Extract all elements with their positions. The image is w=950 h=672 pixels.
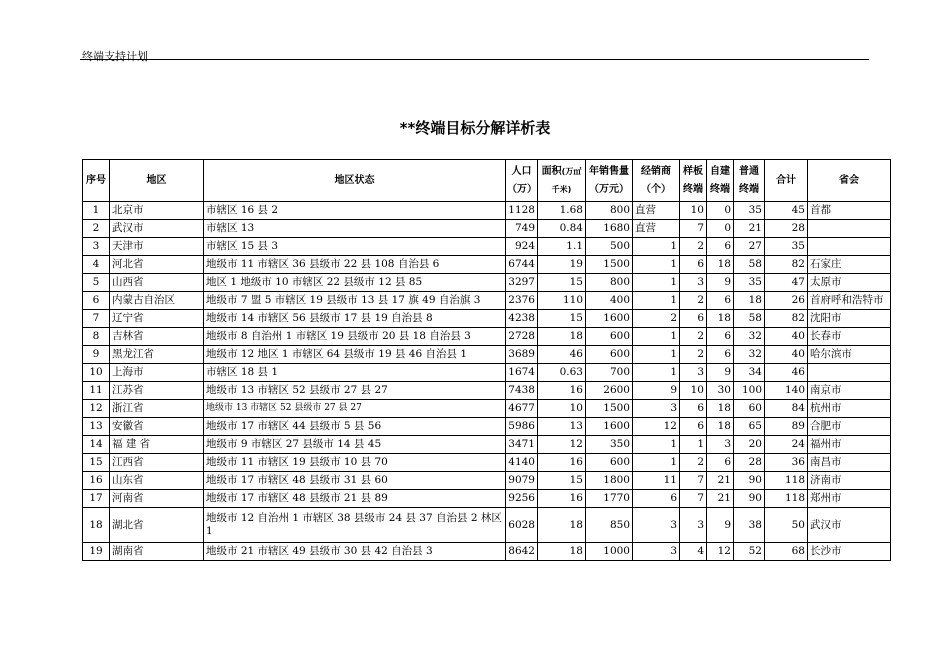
cell-seq: 1 bbox=[83, 202, 110, 220]
col-capital: 省会 bbox=[808, 160, 891, 202]
cell-annual-sales: 2600 bbox=[586, 382, 633, 400]
cell-self-built-terminals: 18 bbox=[707, 256, 734, 274]
cell-annual-sales: 600 bbox=[586, 346, 633, 364]
cell-region: 安徽省 bbox=[110, 418, 204, 436]
cell-normal-terminals: 90 bbox=[734, 490, 765, 508]
cell-dealers: 9 bbox=[633, 382, 680, 400]
cell-area: 46 bbox=[538, 346, 586, 364]
cell-annual-sales: 800 bbox=[586, 274, 633, 292]
cell-population: 3297 bbox=[506, 274, 538, 292]
cell-total: 118 bbox=[765, 490, 808, 508]
cell-capital bbox=[808, 238, 891, 256]
cell-seq: 6 bbox=[83, 292, 110, 310]
cell-dealers: 3 bbox=[633, 543, 680, 561]
cell-status: 市辖区 13 bbox=[204, 220, 506, 238]
cell-sample-terminals: 10 bbox=[680, 382, 707, 400]
cell-region: 湖南省 bbox=[110, 543, 204, 561]
cell-seq: 4 bbox=[83, 256, 110, 274]
cell-normal-terminals: 100 bbox=[734, 382, 765, 400]
cell-area: 0.84 bbox=[538, 220, 586, 238]
cell-population: 2728 bbox=[506, 328, 538, 346]
cell-population: 4238 bbox=[506, 310, 538, 328]
cell-total: 89 bbox=[765, 418, 808, 436]
cell-total: 26 bbox=[765, 292, 808, 310]
cell-capital: 长沙市 bbox=[808, 543, 891, 561]
cell-dealers: 1 bbox=[633, 454, 680, 472]
cell-dealers: 直营 bbox=[633, 202, 680, 220]
cell-region: 内蒙古自治区 bbox=[110, 292, 204, 310]
table-row bbox=[83, 310, 891, 328]
cell-dealers: 直营 bbox=[633, 220, 680, 238]
col-area: 面积(万㎡ 千米) bbox=[538, 160, 586, 202]
cell-annual-sales: 600 bbox=[586, 454, 633, 472]
cell-status: 地级市 17 市辖区 44 县级市 5 县 56 bbox=[204, 418, 506, 436]
cell-capital: 武汉市 bbox=[808, 508, 891, 543]
cell-capital: 首府呼和浩特市 bbox=[808, 292, 891, 310]
cell-area: 16 bbox=[538, 490, 586, 508]
cell-capital: 太原市 bbox=[808, 274, 891, 292]
cell-region: 山西省 bbox=[110, 274, 204, 292]
cell-seq: 5 bbox=[83, 274, 110, 292]
cell-status: 地区 1 地级市 10 市辖区 22 县级市 12 县 85 bbox=[204, 274, 506, 292]
col-annual-sales: 年销售量 （万元） bbox=[586, 160, 633, 202]
table-row bbox=[83, 454, 891, 472]
table-row bbox=[83, 436, 891, 454]
cell-sample-terminals: 2 bbox=[680, 238, 707, 256]
cell-annual-sales: 1800 bbox=[586, 472, 633, 490]
cell-status: 地级市 11 市辖区 36 县级市 22 县 108 自治县 6 bbox=[204, 256, 506, 274]
cell-annual-sales: 1680 bbox=[586, 220, 633, 238]
cell-population: 3471 bbox=[506, 436, 538, 454]
table-row bbox=[83, 292, 891, 310]
cell-annual-sales: 400 bbox=[586, 292, 633, 310]
table-row bbox=[83, 274, 891, 292]
cell-annual-sales: 850 bbox=[586, 508, 633, 543]
cell-region: 上海市 bbox=[110, 364, 204, 382]
cell-total: 140 bbox=[765, 382, 808, 400]
cell-sample-terminals: 10 bbox=[680, 202, 707, 220]
cell-self-built-terminals: 9 bbox=[707, 508, 734, 543]
page-header-text: 终端支持计划 bbox=[82, 50, 148, 63]
cell-region: 山东省 bbox=[110, 472, 204, 490]
cell-total: 82 bbox=[765, 310, 808, 328]
cell-self-built-terminals: 9 bbox=[707, 364, 734, 382]
cell-area: 18 bbox=[538, 328, 586, 346]
cell-annual-sales: 350 bbox=[586, 436, 633, 454]
cell-sample-terminals: 2 bbox=[680, 328, 707, 346]
table-row bbox=[83, 543, 891, 561]
cell-self-built-terminals: 9 bbox=[707, 274, 734, 292]
cell-area: 0.63 bbox=[538, 364, 586, 382]
cell-region: 黑龙江省 bbox=[110, 346, 204, 364]
cell-total: 28 bbox=[765, 220, 808, 238]
cell-region: 江西省 bbox=[110, 454, 204, 472]
cell-capital bbox=[808, 364, 891, 382]
cell-capital: 石家庄 bbox=[808, 256, 891, 274]
cell-seq: 13 bbox=[83, 418, 110, 436]
cell-annual-sales: 1600 bbox=[586, 418, 633, 436]
cell-area: 110 bbox=[538, 292, 586, 310]
cell-capital: 郑州市 bbox=[808, 490, 891, 508]
cell-normal-terminals: 90 bbox=[734, 472, 765, 490]
cell-normal-terminals: 35 bbox=[734, 202, 765, 220]
cell-total: 24 bbox=[765, 436, 808, 454]
cell-dealers: 3 bbox=[633, 508, 680, 543]
cell-self-built-terminals: 3 bbox=[707, 436, 734, 454]
cell-population: 9079 bbox=[506, 472, 538, 490]
cell-area: 19 bbox=[538, 256, 586, 274]
col-total: 合计 bbox=[765, 160, 808, 202]
cell-dealers: 1 bbox=[633, 436, 680, 454]
cell-population: 924 bbox=[506, 238, 538, 256]
cell-normal-terminals: 32 bbox=[734, 346, 765, 364]
cell-status: 地级市 17 市辖区 48 县级市 31 县 60 bbox=[204, 472, 506, 490]
cell-dealers: 2 bbox=[633, 310, 680, 328]
cell-self-built-terminals: 6 bbox=[707, 238, 734, 256]
table-row bbox=[83, 364, 891, 382]
table-row bbox=[83, 202, 891, 220]
cell-capital: 首都 bbox=[808, 202, 891, 220]
cell-population: 8642 bbox=[506, 543, 538, 561]
cell-seq: 2 bbox=[83, 220, 110, 238]
cell-dealers: 3 bbox=[633, 400, 680, 418]
cell-sample-terminals: 6 bbox=[680, 418, 707, 436]
cell-seq: 15 bbox=[83, 454, 110, 472]
cell-population: 6744 bbox=[506, 256, 538, 274]
table-row bbox=[83, 400, 891, 418]
cell-capital: 合肥市 bbox=[808, 418, 891, 436]
col-region: 地区 bbox=[110, 160, 204, 202]
cell-self-built-terminals: 6 bbox=[707, 328, 734, 346]
cell-normal-terminals: 52 bbox=[734, 543, 765, 561]
cell-capital: 哈尔滨市 bbox=[808, 346, 891, 364]
cell-sample-terminals: 6 bbox=[680, 400, 707, 418]
cell-population: 9256 bbox=[506, 490, 538, 508]
col-status: 地区状态 bbox=[204, 160, 506, 202]
cell-self-built-terminals: 21 bbox=[707, 490, 734, 508]
cell-population: 7438 bbox=[506, 382, 538, 400]
table-header-row bbox=[83, 160, 891, 202]
cell-sample-terminals: 3 bbox=[680, 274, 707, 292]
cell-normal-terminals: 21 bbox=[734, 220, 765, 238]
col-normal-terminals: 普通 终端 bbox=[734, 160, 765, 202]
cell-area: 15 bbox=[538, 472, 586, 490]
cell-status: 市辖区 16 县 2 bbox=[204, 202, 506, 220]
cell-region: 吉林省 bbox=[110, 328, 204, 346]
cell-sample-terminals: 7 bbox=[680, 472, 707, 490]
cell-seq: 8 bbox=[83, 328, 110, 346]
cell-self-built-terminals: 18 bbox=[707, 310, 734, 328]
cell-population: 6028 bbox=[506, 508, 538, 543]
cell-self-built-terminals: 6 bbox=[707, 292, 734, 310]
col-population: 人口 （万） bbox=[506, 160, 538, 202]
cell-area: 16 bbox=[538, 382, 586, 400]
cell-dealers: 12 bbox=[633, 418, 680, 436]
cell-capital: 杭州市 bbox=[808, 400, 891, 418]
cell-capital: 南京市 bbox=[808, 382, 891, 400]
cell-self-built-terminals: 6 bbox=[707, 346, 734, 364]
cell-sample-terminals: 7 bbox=[680, 220, 707, 238]
table-row bbox=[83, 418, 891, 436]
cell-self-built-terminals: 6 bbox=[707, 454, 734, 472]
cell-area: 13 bbox=[538, 418, 586, 436]
cell-dealers: 1 bbox=[633, 328, 680, 346]
cell-status: 地级市 13 市辖区 52 县级市 27 县 27 bbox=[204, 382, 506, 400]
cell-capital: 长春市 bbox=[808, 328, 891, 346]
cell-normal-terminals: 35 bbox=[734, 274, 765, 292]
cell-area: 1.1 bbox=[538, 238, 586, 256]
cell-seq: 14 bbox=[83, 436, 110, 454]
cell-self-built-terminals: 12 bbox=[707, 543, 734, 561]
cell-total: 84 bbox=[765, 400, 808, 418]
cell-dealers: 6 bbox=[633, 490, 680, 508]
cell-capital: 南昌市 bbox=[808, 454, 891, 472]
cell-seq: 17 bbox=[83, 490, 110, 508]
cell-total: 35 bbox=[765, 238, 808, 256]
cell-status: 地级市 12 自治州 1 市辖区 38 县级市 24 县 37 自治县 2 林区 1 bbox=[204, 508, 506, 543]
cell-annual-sales: 700 bbox=[586, 364, 633, 382]
cell-sample-terminals: 2 bbox=[680, 346, 707, 364]
cell-status: 地级市 8 自治州 1 市辖区 19 县级市 20 县 18 自治县 3 bbox=[204, 328, 506, 346]
cell-area: 15 bbox=[538, 274, 586, 292]
cell-normal-terminals: 28 bbox=[734, 454, 765, 472]
cell-total: 50 bbox=[765, 508, 808, 543]
cell-total: 45 bbox=[765, 202, 808, 220]
cell-dealers: 1 bbox=[633, 256, 680, 274]
cell-normal-terminals: 38 bbox=[734, 508, 765, 543]
cell-status: 地级市 7 盟 5 市辖区 19 县级市 13 县 17 旗 49 自治旗 3 bbox=[204, 292, 506, 310]
cell-population: 2376 bbox=[506, 292, 538, 310]
cell-status: 地级市 21 市辖区 49 县级市 30 县 42 自治县 3 bbox=[204, 543, 506, 561]
cell-total: 40 bbox=[765, 328, 808, 346]
cell-population: 4140 bbox=[506, 454, 538, 472]
cell-capital: 济南市 bbox=[808, 472, 891, 490]
cell-sample-terminals: 2 bbox=[680, 292, 707, 310]
cell-capital: 沈阳市 bbox=[808, 310, 891, 328]
cell-normal-terminals: 65 bbox=[734, 418, 765, 436]
cell-normal-terminals: 58 bbox=[734, 310, 765, 328]
cell-region: 湖北省 bbox=[110, 508, 204, 543]
cell-normal-terminals: 18 bbox=[734, 292, 765, 310]
cell-total: 46 bbox=[765, 364, 808, 382]
cell-self-built-terminals: 0 bbox=[707, 202, 734, 220]
cell-self-built-terminals: 18 bbox=[707, 418, 734, 436]
cell-annual-sales: 500 bbox=[586, 238, 633, 256]
cell-region: 天津市 bbox=[110, 238, 204, 256]
cell-population: 5986 bbox=[506, 418, 538, 436]
cell-sample-terminals: 1 bbox=[680, 436, 707, 454]
table-row bbox=[83, 328, 891, 346]
cell-normal-terminals: 27 bbox=[734, 238, 765, 256]
cell-self-built-terminals: 30 bbox=[707, 382, 734, 400]
table-row bbox=[83, 238, 891, 256]
cell-seq: 3 bbox=[83, 238, 110, 256]
cell-sample-terminals: 2 bbox=[680, 454, 707, 472]
cell-population: 1128 bbox=[506, 202, 538, 220]
cell-region: 河北省 bbox=[110, 256, 204, 274]
header-rule bbox=[80, 59, 869, 60]
cell-region: 辽宁省 bbox=[110, 310, 204, 328]
cell-total: 118 bbox=[765, 472, 808, 490]
cell-normal-terminals: 34 bbox=[734, 364, 765, 382]
col-dealers: 经销商 （个） bbox=[633, 160, 680, 202]
cell-annual-sales: 1600 bbox=[586, 310, 633, 328]
cell-seq: 9 bbox=[83, 346, 110, 364]
cell-region: 河南省 bbox=[110, 490, 204, 508]
cell-status: 地级市 9 市辖区 27 县级市 14 县 45 bbox=[204, 436, 506, 454]
col-self-built-terminals: 自建 终端 bbox=[707, 160, 734, 202]
cell-population: 4677 bbox=[506, 400, 538, 418]
cell-dealers: 1 bbox=[633, 274, 680, 292]
cell-total: 82 bbox=[765, 256, 808, 274]
cell-status: 地级市 14 市辖区 56 县级市 17 县 19 自治县 8 bbox=[204, 310, 506, 328]
table-row bbox=[83, 382, 891, 400]
table-row bbox=[83, 490, 891, 508]
cell-normal-terminals: 58 bbox=[734, 256, 765, 274]
cell-area: 15 bbox=[538, 310, 586, 328]
cell-population: 1674 bbox=[506, 364, 538, 382]
cell-dealers: 1 bbox=[633, 238, 680, 256]
cell-status: 地级市 12 地区 1 市辖区 64 县级市 19 县 46 自治县 1 bbox=[204, 346, 506, 364]
table-row bbox=[83, 256, 891, 274]
table-row bbox=[83, 472, 891, 490]
cell-population: 3689 bbox=[506, 346, 538, 364]
cell-seq: 19 bbox=[83, 543, 110, 561]
cell-total: 68 bbox=[765, 543, 808, 561]
col-sample-terminals: 样板 终端 bbox=[680, 160, 707, 202]
cell-normal-terminals: 32 bbox=[734, 328, 765, 346]
cell-dealers: 11 bbox=[633, 472, 680, 490]
cell-seq: 12 bbox=[83, 400, 110, 418]
cell-area: 18 bbox=[538, 543, 586, 561]
cell-sample-terminals: 6 bbox=[680, 310, 707, 328]
cell-status: 市辖区 18 县 1 bbox=[204, 364, 506, 382]
cell-status: 市辖区 15 县 3 bbox=[204, 238, 506, 256]
cell-area: 18 bbox=[538, 508, 586, 543]
cell-area: 10 bbox=[538, 400, 586, 418]
cell-capital bbox=[808, 220, 891, 238]
cell-sample-terminals: 4 bbox=[680, 543, 707, 561]
target-breakdown-table bbox=[82, 159, 891, 561]
cell-region: 武汉市 bbox=[110, 220, 204, 238]
table-row bbox=[83, 508, 891, 543]
cell-area: 16 bbox=[538, 454, 586, 472]
cell-status: 地级市 11 市辖区 19 县级市 10 县 70 bbox=[204, 454, 506, 472]
cell-sample-terminals: 3 bbox=[680, 508, 707, 543]
cell-seq: 18 bbox=[83, 508, 110, 543]
cell-normal-terminals: 60 bbox=[734, 400, 765, 418]
cell-total: 47 bbox=[765, 274, 808, 292]
cell-sample-terminals: 7 bbox=[680, 490, 707, 508]
table-row bbox=[83, 346, 891, 364]
cell-annual-sales: 1770 bbox=[586, 490, 633, 508]
cell-status: 地级市 13 市辖区 52 县级市 27 县 27 bbox=[204, 400, 506, 418]
cell-region: 福 建 省 bbox=[110, 436, 204, 454]
cell-dealers: 1 bbox=[633, 364, 680, 382]
cell-annual-sales: 1500 bbox=[586, 400, 633, 418]
cell-dealers: 1 bbox=[633, 292, 680, 310]
cell-status: 地级市 17 市辖区 48 县级市 21 县 89 bbox=[204, 490, 506, 508]
cell-seq: 7 bbox=[83, 310, 110, 328]
cell-seq: 11 bbox=[83, 382, 110, 400]
cell-annual-sales: 600 bbox=[586, 328, 633, 346]
cell-total: 36 bbox=[765, 454, 808, 472]
cell-self-built-terminals: 18 bbox=[707, 400, 734, 418]
cell-self-built-terminals: 0 bbox=[707, 220, 734, 238]
cell-sample-terminals: 6 bbox=[680, 256, 707, 274]
cell-total: 40 bbox=[765, 346, 808, 364]
cell-seq: 16 bbox=[83, 472, 110, 490]
cell-region: 浙江省 bbox=[110, 400, 204, 418]
cell-area: 12 bbox=[538, 436, 586, 454]
document-title: **终端目标分解详析表 bbox=[399, 119, 551, 137]
cell-region: 北京市 bbox=[110, 202, 204, 220]
table-row bbox=[83, 220, 891, 238]
cell-sample-terminals: 3 bbox=[680, 364, 707, 382]
cell-dealers: 1 bbox=[633, 346, 680, 364]
cell-seq: 10 bbox=[83, 364, 110, 382]
cell-area: 1.68 bbox=[538, 202, 586, 220]
cell-capital: 福州市 bbox=[808, 436, 891, 454]
cell-normal-terminals: 20 bbox=[734, 436, 765, 454]
cell-annual-sales: 800 bbox=[586, 202, 633, 220]
cell-annual-sales: 1000 bbox=[586, 543, 633, 561]
cell-population: 749 bbox=[506, 220, 538, 238]
cell-annual-sales: 1500 bbox=[586, 256, 633, 274]
cell-self-built-terminals: 21 bbox=[707, 472, 734, 490]
cell-region: 江苏省 bbox=[110, 382, 204, 400]
col-seq: 序号 bbox=[83, 160, 110, 202]
